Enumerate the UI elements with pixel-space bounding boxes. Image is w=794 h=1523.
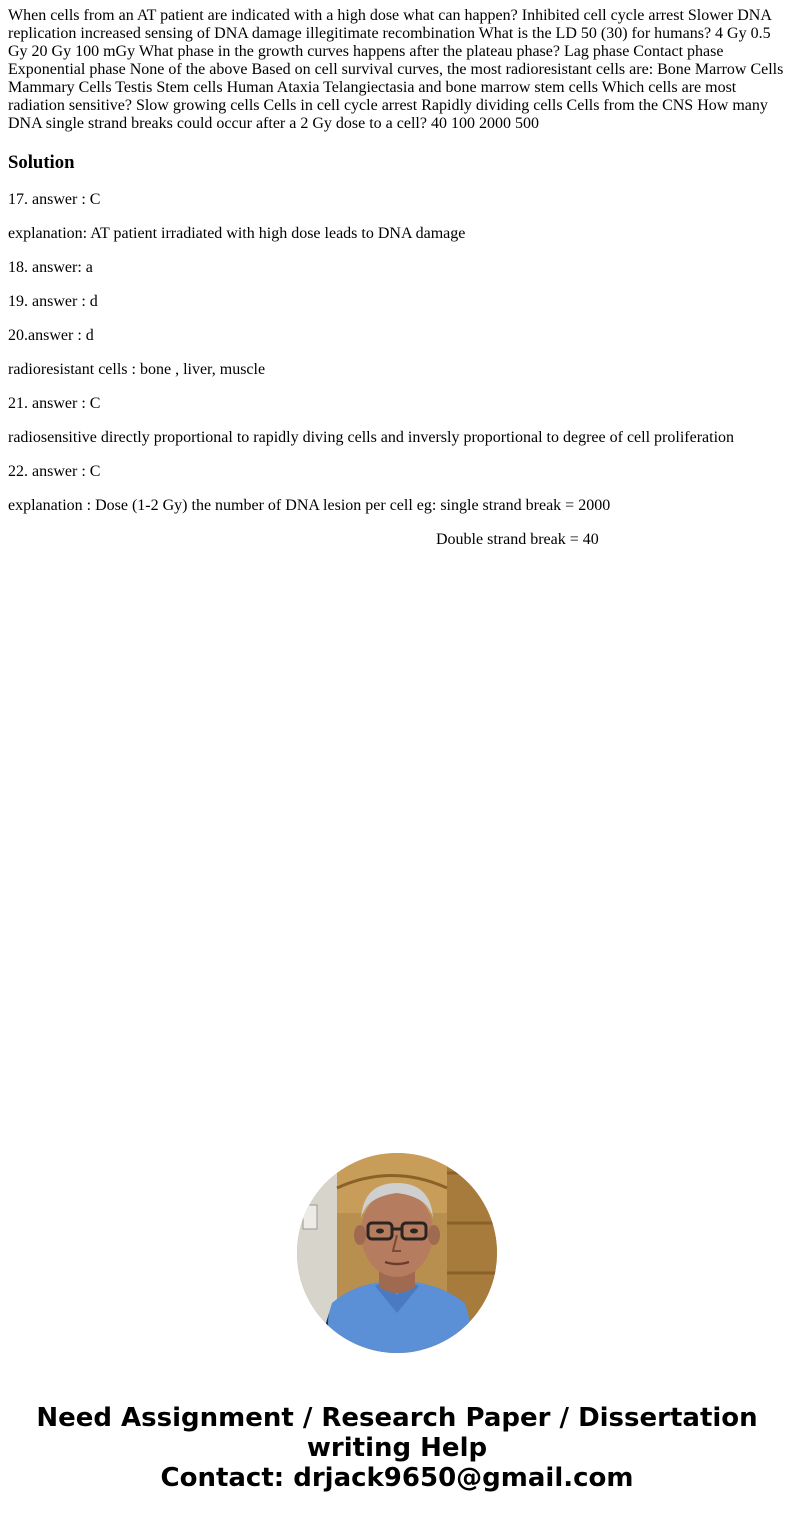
promo-footer <box>0 1403 794 1493</box>
solution-line: Double strand break = 40 <box>436 531 599 548</box>
contact-email: Contact: drjack9650@gmail.com <box>160 1463 634 1493</box>
solution-line: explanation: AT patient irradiated with high dose leads to DNA damage <box>8 225 466 242</box>
solution-line: explanation : Dose (1-2 Gy) the number of DNA lesion per cell eg: single strand break = 2000 <box>8 497 611 514</box>
author-avatar <box>297 1153 497 1353</box>
promo-line: Need Assignment / Research Paper / Dissertation <box>36 1403 758 1433</box>
solution-line: 21. answer : C <box>8 395 101 412</box>
question-text: When cells from an AT patient are indicated with a high dose what can happen? Inhibited cell cycle arrest Slower DNA replication increased sensing of DNA damage illegitimate recombination What is the LD 50 (30) for humans? 4 Gy 0.5 Gy 20 Gy 100 mGy What phase in the growth curves happens after the plateau phase? Lag phase Contact phase Exponential phase None of the above Based on cell survival curves, the most radioresistant cells are: Bone Marrow Cells Mammary Cells Testis Stem cells Human Ataxia Telangiectasia and bone marrow stem cells Which cells are most radiation sensitive? Slow growing cells Cells in cell cycle arrest Rapidly dividing cells Cells from the CNS How many DNA single strand breaks could occur after a 2 Gy dose to a cell? 40 100 2000 500 <box>8 7 784 132</box>
promo-line: writing Help <box>306 1433 488 1463</box>
solution-line: radioresistant cells : bone , liver, muscle <box>8 361 266 378</box>
solution-line: radiosensitive directly proportional to rapidly diving cells and inversly proportional to degree of cell proliferation <box>8 429 735 446</box>
author-photo <box>297 1153 497 1353</box>
solution-line: 19. answer : d <box>8 293 98 310</box>
document-body <box>8 7 786 549</box>
solution-line: 20.answer : d <box>8 327 94 344</box>
solution-line: 17. answer : C <box>8 191 101 208</box>
solution-line: 22. answer : C <box>8 463 101 480</box>
solution-line: 18. answer: a <box>8 259 93 276</box>
solution-heading: Solution <box>8 152 75 173</box>
